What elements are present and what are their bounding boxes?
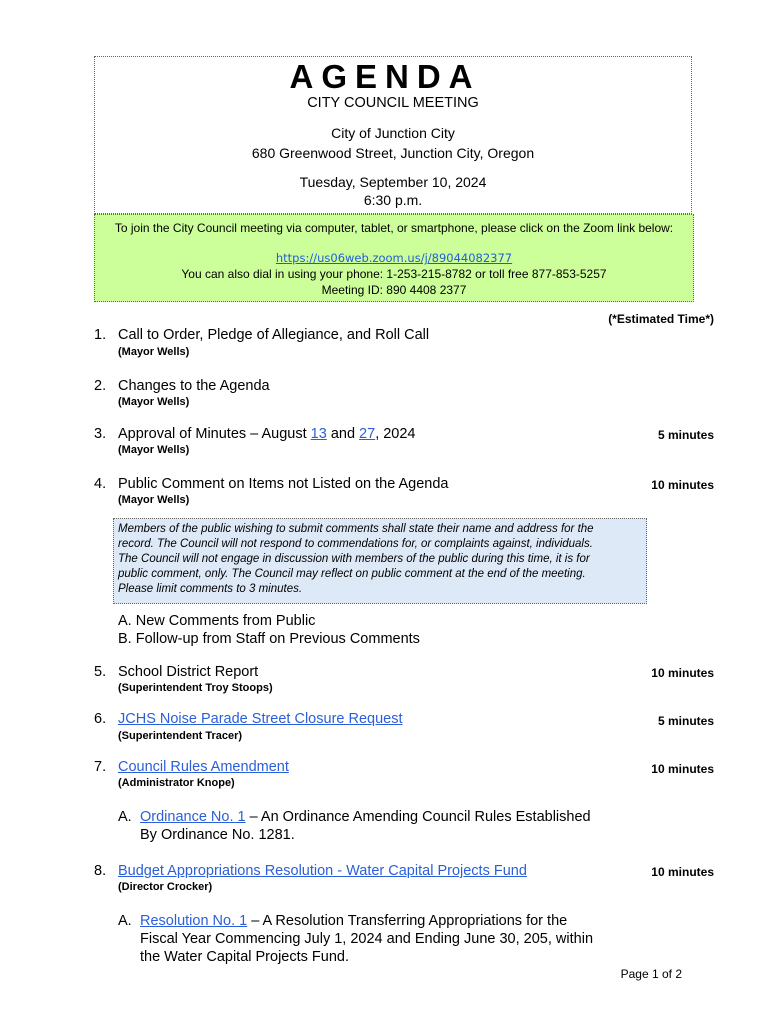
item-time: 10 minutes (651, 762, 714, 776)
item-time: 5 minutes (657, 714, 714, 728)
minutes-aug-13-link[interactable]: 13 (310, 426, 327, 442)
item-time: 10 minutes (651, 478, 714, 492)
zoom-phone: You can also dial in using your phone: 1-253-215-8782 or toll free 877-853-5257 (181, 267, 607, 281)
item-title: Call to Order, Pledge of Allegiance, and Roll Call (118, 327, 430, 343)
item-number: 4. (94, 476, 107, 492)
zoom-link[interactable]: https://us06web.zoom.us/j/89044082377 (275, 251, 513, 265)
city-address: 680 Greenwood Street, Junction City, Oregon (251, 145, 535, 161)
sub-item-line: the Water Capital Projects Fund. (140, 949, 349, 965)
item-presenter: (Superintendent Troy Stoops) (118, 682, 273, 694)
meeting-subtitle: CITY COUNCIL MEETING (307, 95, 479, 111)
resolution-link[interactable]: Resolution No. 1 (140, 913, 248, 929)
item-time: 10 minutes (651, 666, 714, 680)
sub-item-letter: A. (118, 809, 132, 825)
note-line: Please limit comments to 3 minutes. (118, 583, 303, 595)
sub-item-line: Fiscal Year Commencing July 1, 2024 and Ending June 30, 205, within (140, 931, 594, 947)
city-name: City of Junction City (331, 125, 455, 141)
minutes-aug-27-link[interactable]: 27 (359, 426, 376, 442)
note-line: record. The Council will not respond to commendations for, or complaints against, individuals. (118, 538, 593, 550)
item-presenter: (Mayor Wells) (118, 346, 190, 358)
sub-item: Ordinance No. 1 – An Ordinance Amending Council Rules Established (140, 809, 591, 825)
item-title: Public Comment on Items not Listed on the Agenda (118, 476, 449, 492)
item-title: Approval of Minutes – August 13 and 27, 2024 (118, 426, 416, 442)
item-presenter: (Administrator Knope) (118, 777, 235, 789)
budget-resolution-link[interactable]: Budget Appropriations Resolution - Water Capital Projects Fund (118, 863, 527, 879)
item-title: Changes to the Agenda (118, 378, 270, 394)
sub-item: Resolution No. 1 – A Resolution Transferring Appropriations for the (140, 913, 568, 929)
noise-parade-link[interactable]: JCHS Noise Parade Street Closure Request (118, 711, 403, 727)
sub-item-letter: A. (118, 913, 132, 929)
item-number: 6. (94, 711, 107, 727)
zoom-meeting-id: Meeting ID: 890 4408 2377 (321, 283, 467, 297)
item-time: 5 minutes (657, 428, 714, 442)
item-number: 7. (94, 759, 107, 775)
item-number: 8. (94, 863, 107, 879)
item-number: 5. (94, 664, 107, 680)
note-line: The Council will not engage in discussion with members of the public during this time, it is for (118, 553, 590, 565)
item-presenter: (Superintendent Tracer) (118, 730, 243, 742)
ordinance-link[interactable]: Ordinance No. 1 (140, 809, 246, 825)
item-title: School District Report (118, 664, 259, 680)
note-line: public comment, only. The Council may reflect on public comment at the end of the meeting. (118, 568, 586, 580)
page-number: Page 1 of 2 (620, 967, 682, 981)
item-presenter: (Director Crocker) (118, 881, 213, 893)
estimated-time-label: (*Estimated Time*) (608, 312, 714, 326)
sub-item: A. New Comments from Public (118, 613, 316, 629)
sub-item-line: By Ordinance No. 1281. (140, 827, 295, 843)
council-rules-link[interactable]: Council Rules Amendment (118, 759, 289, 775)
meeting-date: Tuesday, September 10, 2024 (299, 174, 487, 190)
note-line: Members of the public wishing to submit comments shall state their name and address for the (118, 523, 594, 535)
sub-item: B. Follow-up from Staff on Previous Comments (118, 631, 420, 647)
zoom-intro: To join the City Council meeting via computer, tablet, or smartphone, please click on the Zoom link below: (114, 221, 674, 235)
item-presenter: (Mayor Wells) (118, 494, 190, 506)
item-number: 2. (94, 378, 107, 394)
item-number: 3. (94, 426, 107, 442)
page-title: AGENDA (289, 58, 481, 95)
item-number: 1. (94, 327, 107, 343)
meeting-time: 6:30 p.m. (363, 192, 423, 208)
item-presenter: (Mayor Wells) (118, 396, 190, 408)
item-time: 10 minutes (651, 865, 714, 879)
item-presenter: (Mayor Wells) (118, 444, 190, 456)
